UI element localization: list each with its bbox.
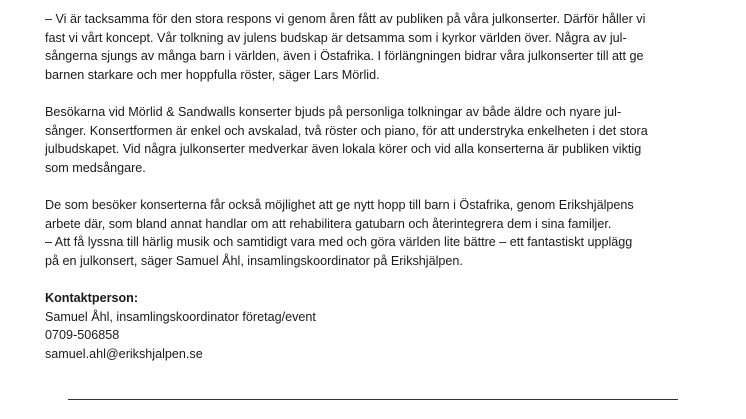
document-body <box>45 10 705 363</box>
paragraph-concert-description <box>45 103 705 177</box>
text-line: De som besöker konserterna får också möjlighet att ge nytt hopp till barn i Östafrika, genom Erikshjälpens <box>45 197 634 212</box>
contact-phone: 0709-506858 <box>45 328 120 343</box>
text-line: arbete där, som bland annat handlar om att rehabilitera gatubarn och återintegrera dem i sina familjer. <box>45 216 612 231</box>
text-line: barnen starkare och mer hoppfulla röster, säger Lars Mörlid. <box>45 67 380 82</box>
paragraph-quote-samuel <box>45 196 705 270</box>
text-line: – Vi är tacksamma för den stora respons vi genom åren fått av publiken på våra julkonserter. Därför håller vi <box>45 12 646 26</box>
contact-name: Samuel Åhl, insamlingskoordinator företag/event <box>45 309 316 324</box>
contact-heading: Kontaktperson: <box>45 290 139 305</box>
text-line: – Att få lyssna till härlig musik och samtidigt vara med och göra världen lite bättre – ett fantastiskt upplägg <box>45 235 633 250</box>
paragraph-quote-lars <box>45 10 705 84</box>
text-line: sångerna sjungs av många barn i världen, även i Östafrika. I förlängningen bidrar våra julkonserter till att ge <box>45 49 644 64</box>
text-line: Besökarna vid Mörlid & Sandwalls konserter bjuds på personliga tolkningar av både äldre och nyare jul- <box>45 104 622 119</box>
text-line: som medsångare. <box>45 160 146 175</box>
text-line: fast vi vårt koncept. Vår tolkning av julens budskap är detsamma som i kyrkor världen över. Några av jul- <box>45 30 627 45</box>
text-line: på en julkonsert, säger Samuel Åhl, insamlingskoordinator på Erikshjälpen. <box>45 253 463 268</box>
contact-block <box>45 289 705 363</box>
footer-divider <box>68 399 678 400</box>
text-line: sånger. Konsertformen är enkel och avskalad, två röster och piano, för att understryka enkelheten i det stora <box>45 123 648 138</box>
text-line: julbudskapet. Vid några julkonserter medverkar även lokala körer och vid alla konserterna är publiken viktig <box>45 142 642 157</box>
contact-email: samuel.ahl@erikshjalpen.se <box>45 346 203 361</box>
